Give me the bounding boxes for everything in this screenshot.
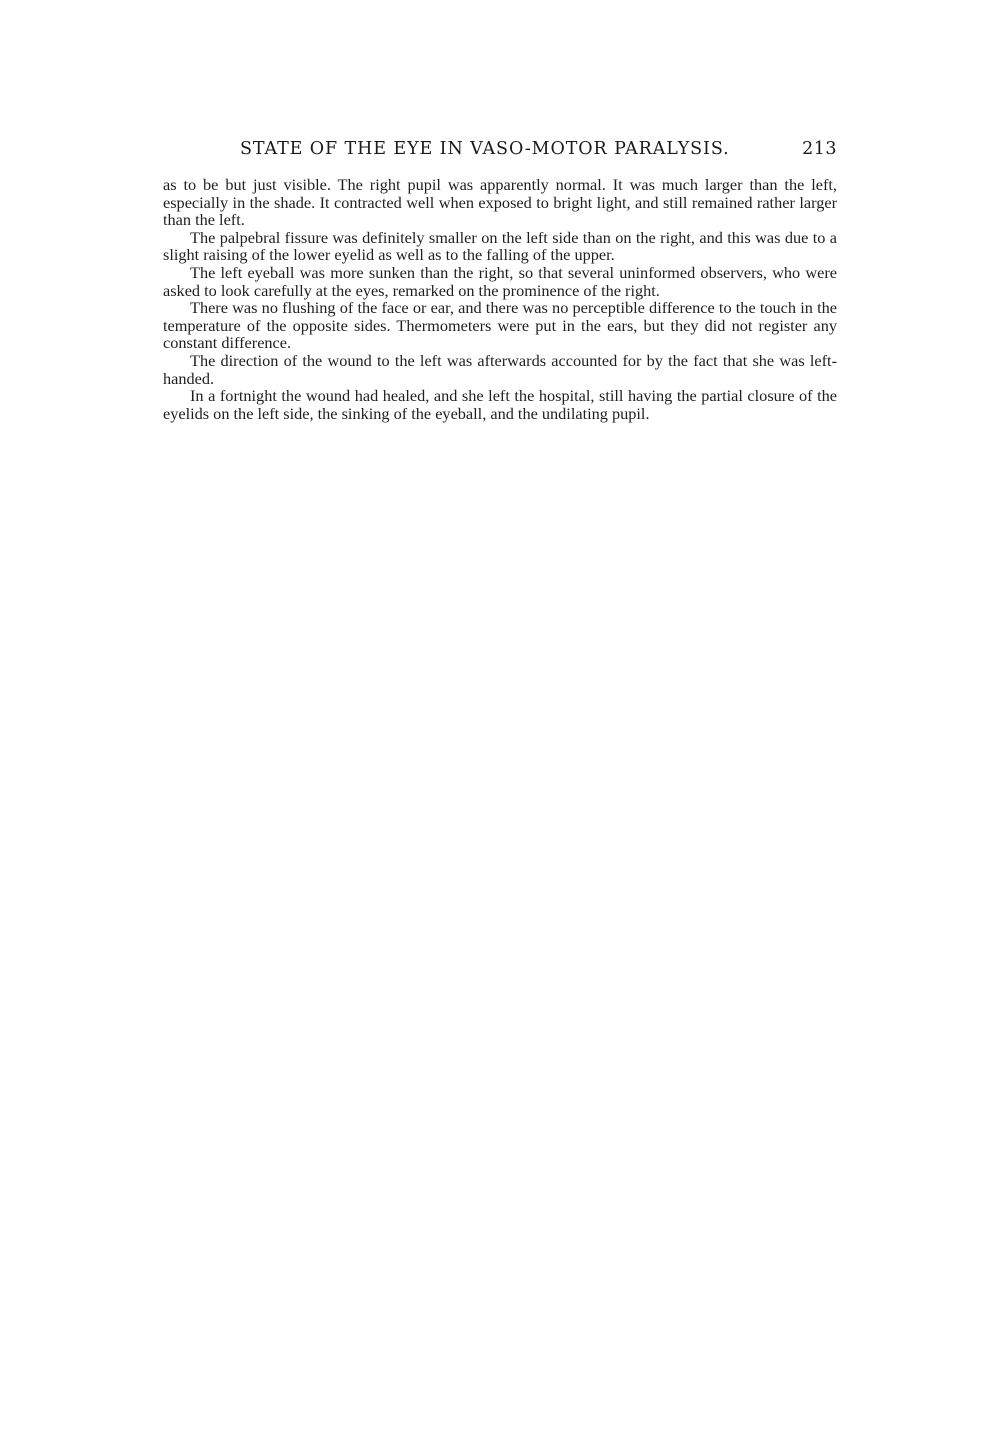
paragraph: The left eyeball was more sunken than the right, so that several uninformed observers, who were asked to look carefully at the eyes, remarked on the prominence of the right. (163, 262, 837, 300)
paragraph-continued: as to be but just visible. The right pupil was apparently normal. It was much larger than the left, especially in the shade. It contracted well when exposed to bright light, and still remained rather larger than the left. (163, 175, 837, 230)
paragraph: There was no flushing of the face or ear, and there was no perceptible difference to the touch in the temperature of the opposite sides. Thermometers were put in the ears, but they did not register any constant difference. (163, 298, 837, 353)
page-header (163, 136, 837, 162)
page-number: 213 (802, 139, 837, 159)
body-text (163, 176, 837, 422)
paragraph: The palpebral fissure was definitely smaller on the left side than on the right, and this was due to a slight raising of the lower eyelid as well as to the falling of the upper. (163, 227, 837, 265)
paragraph: The direction of the wound to the left was afterwards accounted for by the fact that she was left-handed. (163, 350, 837, 388)
paragraph: In a fortnight the wound had healed, and she left the hospital, still having the partial closure of the eyelids on the left side, the sinking of the eyeball, and the undilating pupil. (163, 386, 837, 423)
running-head: STATE OF THE EYE IN VASO-MOTOR PARALYSIS. (240, 139, 730, 159)
